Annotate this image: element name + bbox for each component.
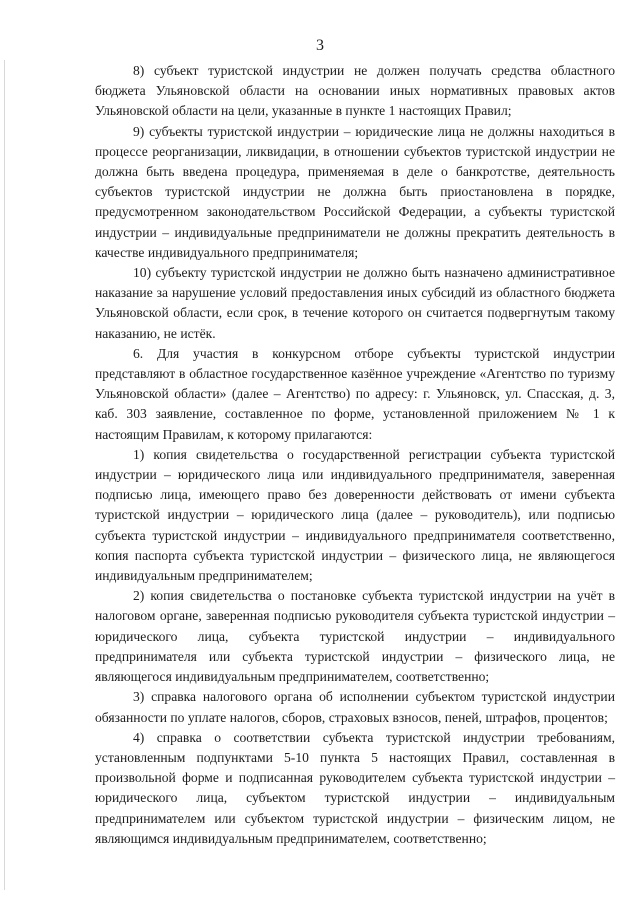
- paragraph-attachment-1: 1) копия свидетельства о государственной регистрации субъекта туристской индустрии – юридического лица или индивидуального предпринимателя, заверенная подписью лица, имеющего право без доверенности действовать от имени субъекта туристской индустрии – юридического лица (далее – руководитель), или подписью субъекта туристской индустрии – индивидуального предпринимателя соответственно, копия паспорта субъекта туристской индустрии – физического лица, не являющегося индивидуальным предпринимателем;: [95, 446, 615, 584]
- paragraph-attachment-4: 4) справка о соответствии субъекта туристской индустрии требованиям, установленным подпунктами 5-10 пункта 5 настоящих Правил, составленная в произвольной форме и подписанная руководителем субъекта туристской индустрии – юридического лица, субъектом туристской индустрии – индивидуальным предпринимателем или субъектом туристской индустрии – физическим лицом, не являющимся индивидуальным предпринимателем, соответственно;: [95, 729, 615, 846]
- scan-edge-mark: [4, 60, 5, 890]
- paragraph-attachment-3: 3) справка налогового органа об исполнении субъектом туристской индустрии обязанности по уплате налогов, сборов, страховых взносов, пеней, штрафов, процентов;: [95, 689, 615, 725]
- document-body: [95, 61, 615, 849]
- paragraph-attachment-2: 2) копия свидетельства о постановке субъекта туристской индустрии на учёт в налоговом органе, заверенная подписью руководителя субъекта туристской индустрии – юридического лица, субъекта туристской индустрии – индивидуального предпринимателя или субъекта туристской индустрии – физического лица, не являющегося индивидуальным предпринимателем, соответственно;: [95, 588, 615, 685]
- paragraph-item-8: 8) субъект туристской индустрии не должен получать средства областного бюджета Ульяновской области на основании иных нормативных правовых актов Ульяновской области на цели, указанные в пункте 1 настоящих Правил;: [95, 63, 615, 119]
- page-number: 3: [316, 37, 324, 54]
- paragraph-section-6: 6. Для участия в конкурсном отборе субъекты туристской индустрии представляют в областное государственное казённое учреждение «Агентство по туризму Ульяновской области» (далее – Агентство) по адресу: г. Ульяновск, ул. Спасская, д. 3, каб. 303 заявление, составленное по форме, установленной приложением № 1 к настоящим Правилам, к которому прилагаются:: [95, 345, 615, 442]
- paragraph-item-9: 9) субъекты туристской индустрии – юридические лица не должны находиться в процессе реорганизации, ликвидации, в отношении субъектов туристской индустрии не должна быть введена процедура, применяемая в деле о банкротстве, деятельность субъектов туристской индустрии не должна быть приостановлена в порядке, предусмотренном законодательством Российской Федерации, а субъекты туристской индустрии – индивидуальные предприниматели не должны прекратить деятельность в качестве индивидуального предпринимателя;: [95, 123, 615, 260]
- paragraph-item-10: 10) субъекту туристской индустрии не должно быть назначено административное наказание за нарушение условий предоставления иных субсидий из областного бюджета Ульяновской области, если срок, в течение которого он считается подвергнутым такому наказанию, не истёк.: [95, 265, 615, 341]
